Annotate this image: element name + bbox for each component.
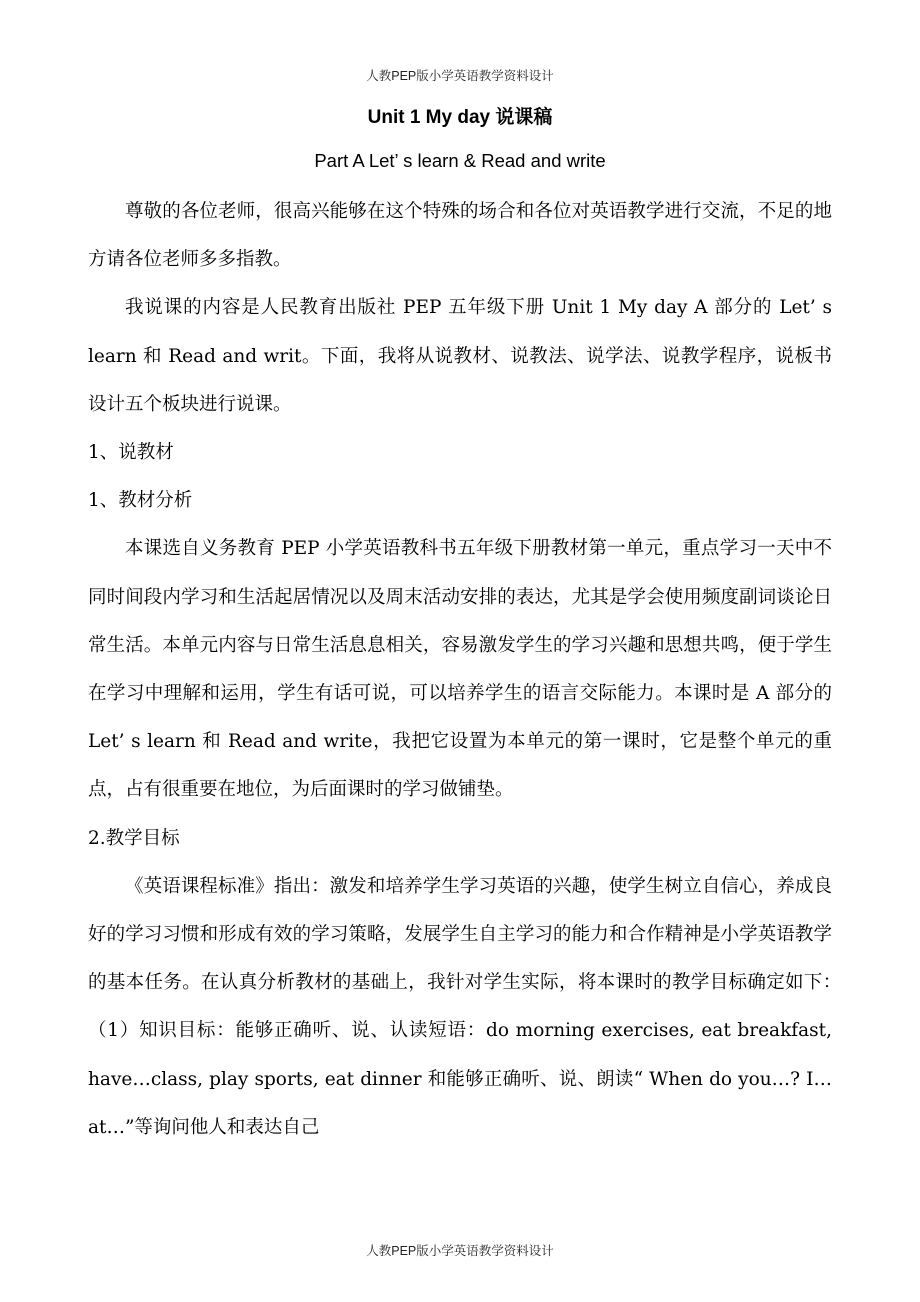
document-subtitle: Part A Let’ s learn & Read and write (314, 150, 606, 171)
paragraph-content-overview: 我说课的内容是人民教育出版社 PEP 五年级下册 Unit 1 My day A 部分的 Let’ s learn 和 Read and writ。下面，我将从说教材、说教法、说学法、说教学程序，说板书设计五个板块进行说课。 (88, 297, 832, 415)
paragraph-analysis: 本课选自义务教育 PEP 小学英语教科书五年级下册教材第一单元，重点学习一天中不同时间段内学习和生活起居情况以及周末活动安排的表达，尤其是学会使用频度副词谈论日常生活。本单元内容与日常生活息息相关，容易激发学生的学习兴趣和思想共鸣，便于学生在学习中理解和运用，学生有话可说，可以培养学生的语言交际能力。本课时是 A 部分的 Let’ s learn 和 Read and write，我把它设置为本单元的第一课时，它是整个单元的重点，占有很重要在地位，为后面课时的学习做铺垫。 (88, 538, 832, 801)
section-heading-textbook: 1、说教材 (88, 442, 174, 464)
paragraph-objectives: 《英语课程标准》指出：激发和培养学生学习英语的兴趣，使学生树立自信心，养成良好的学习习惯和形成有效的学习策略，发展学生自主学习的能力和合作精神是小学英语教学的基本任务。在认真分析教材的基础上，我针对学生实际，将本课时的教学目标确定如下： （1）知识目标：能够正确听、说、认读短语：do morning exercises, eat breakfast, have…class, play sports, eat dinner 和能够正确听、说、朗读“ When do you…? I…at…”等询问他人和表达自己 (88, 875, 851, 1138)
subsection-heading-objectives: 2.教学目标 (88, 827, 180, 849)
paragraph-intro: 尊敬的各位老师，很高兴能够在这个特殊的场合和各位对英语教学进行交流，不足的地方请各位老师多多指教。 (88, 201, 832, 271)
page-header: 人教PEP版小学英语教学资料设计 (366, 69, 554, 83)
document-title: Unit 1 My day 说课稿 (367, 107, 553, 128)
page-footer: 人教PEP版小学英语教学资料设计 (366, 1244, 554, 1258)
document-body (88, 188, 851, 1152)
subsection-heading-analysis: 1、教材分析 (88, 490, 193, 512)
